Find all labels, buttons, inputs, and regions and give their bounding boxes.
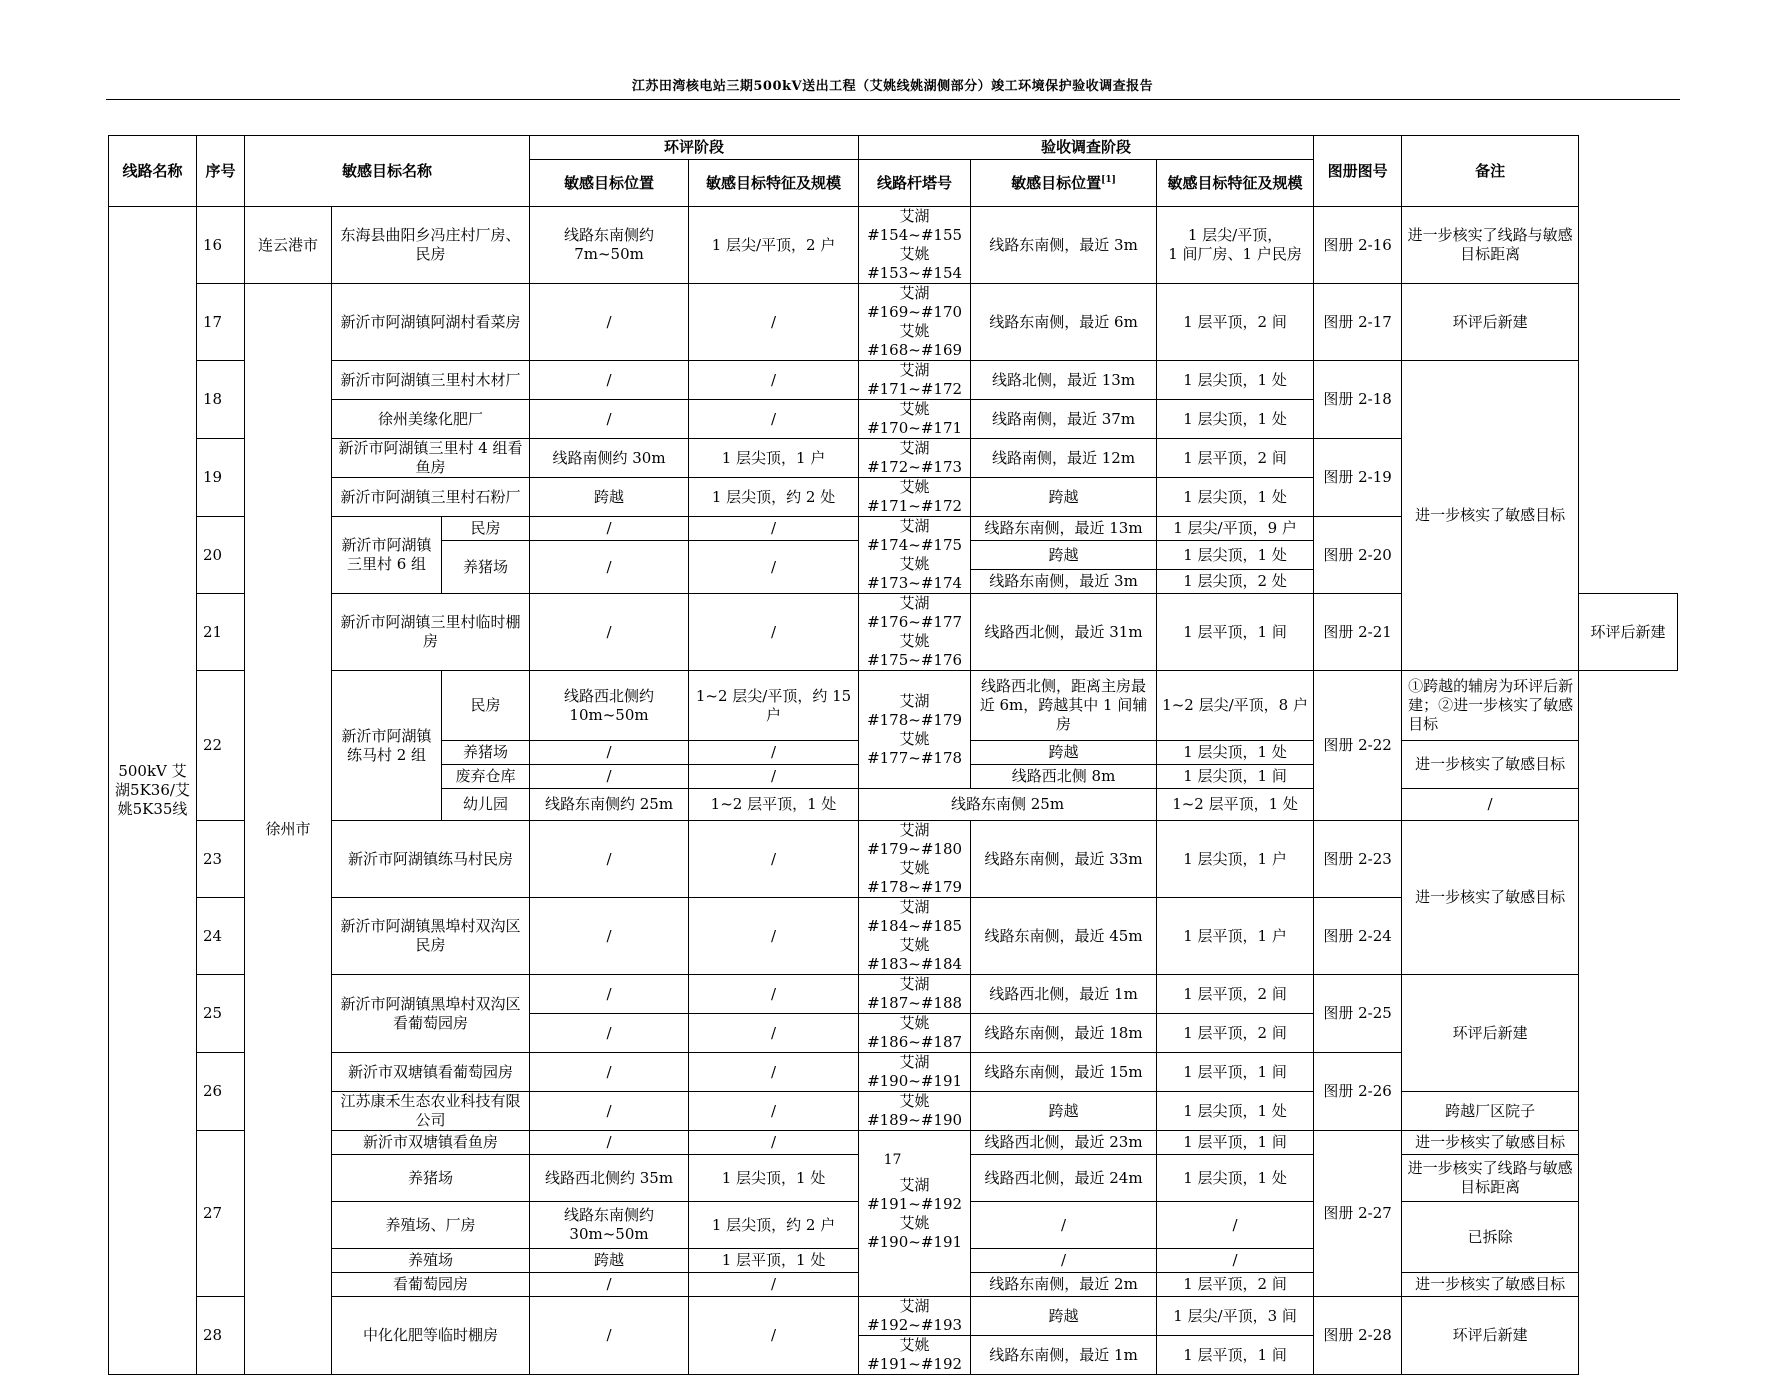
sub-target-cell: 养猪场 [442, 541, 530, 594]
acc-features-cell: 1 层尖顶，1 处 [1157, 741, 1314, 765]
remark-cell: 进一步核实了敏感目标 [1402, 1131, 1579, 1155]
acc-position-cell: 线路西北侧，最近 24m [971, 1155, 1157, 1202]
header-target-name: 敏感目标名称 [245, 136, 530, 207]
seq-cell: 22 [197, 671, 245, 821]
remark-cell: 进一步核实了线路与敏感目标距离 [1402, 1155, 1579, 1202]
eia-position-cell: / [530, 1053, 689, 1092]
seq-cell: 25 [197, 975, 245, 1053]
eia-features-cell: / [689, 284, 859, 361]
eia-features-cell: / [689, 1273, 859, 1297]
route-name-cell: 500kV 艾湖5K36/艾姚5K35线 [109, 207, 197, 1375]
page-header-title: 江苏田湾核电站三期500kV送出工程（艾姚线姚湖侧部分）竣工环境保护验收调查报告 [631, 79, 1154, 94]
acc-features-cell: 1 层平顶，1 间 [1157, 1131, 1314, 1155]
target-name-cell: 新沂市阿湖镇三里村临时棚房 [332, 594, 530, 671]
eia-features-cell: / [689, 1297, 859, 1375]
eia-position-cell: / [530, 284, 689, 361]
acc-position-cell: 线路东南侧，最近 15m [971, 1053, 1157, 1092]
eia-position-cell: / [530, 594, 689, 671]
eia-features-cell: / [689, 898, 859, 975]
acc-position-cell: 线路东南侧，最近 18m [971, 1014, 1157, 1053]
tower-cell: 艾湖#190~#191 [859, 1053, 971, 1092]
city-cell: 徐州市 [245, 284, 332, 1375]
eia-features-cell: 1~2 层平顶，1 处 [689, 789, 859, 821]
acc-features-cell: 1 层平顶，1 间 [1157, 594, 1314, 671]
remark-cell: 进一步核实了线路与敏感目标距离 [1402, 207, 1579, 284]
acc-features-cell: 1 层平顶，2 间 [1157, 1273, 1314, 1297]
acc-position-cell: 线路东南侧，最近 45m [971, 898, 1157, 975]
remark-cell: 环评后新建 [1402, 284, 1579, 361]
figure-cell: 图册 2-21 [1314, 594, 1402, 671]
target-name-cell: 中化化肥等临时棚房 [332, 1297, 530, 1375]
eia-position-cell: / [530, 898, 689, 975]
tower-cell: 艾姚#189~#190 [859, 1092, 971, 1131]
figure-cell: 图册 2-22 [1314, 671, 1402, 821]
seq-cell: 23 [197, 821, 245, 898]
acc-features-cell: 1~2 层平顶，1 处 [1157, 789, 1314, 821]
acc-position-cell: 线路东南侧，最近 6m [971, 284, 1157, 361]
acc-position-cell: 线路西北侧 8m [971, 765, 1157, 789]
seq-cell: 20 [197, 517, 245, 594]
sensitive-targets-table-container [108, 135, 1678, 1375]
tower-cell: 艾姚#171~#172 [859, 478, 971, 517]
table-row [109, 975, 1678, 1014]
footnote-marker: [1] [1101, 174, 1116, 185]
eia-position-cell: 跨越 [530, 1249, 689, 1273]
acc-features-cell: 1 层尖/平顶，3 间 [1157, 1297, 1314, 1336]
table-row [109, 284, 1678, 361]
tower-cell: 艾湖#154~#155 艾姚#153~#154 [859, 207, 971, 284]
eia-position-cell: / [530, 1297, 689, 1375]
acc-features-cell: 1 层尖顶，1 处 [1157, 1155, 1314, 1202]
sub-target-cell: 民房 [442, 671, 530, 741]
acc-position-cell: 线路西北侧，距离主房最近 6m，跨越其中 1 间辅房 [971, 671, 1157, 741]
acc-features-cell: 1 层平顶，2 间 [1157, 284, 1314, 361]
eia-position-cell: / [530, 1014, 689, 1053]
eia-position-cell: 跨越 [530, 478, 689, 517]
eia-features-cell: / [689, 541, 859, 594]
acc-features-cell: 1 层尖顶，1 处 [1157, 400, 1314, 439]
acc-features-cell: 1 层尖顶，1 间 [1157, 765, 1314, 789]
tower-cell: 艾湖#178~#179 艾姚#177~#178 [859, 671, 971, 789]
sub-target-cell: 幼儿园 [442, 789, 530, 821]
remark-cell: ①跨越的辅房为环评后新建；②进一步核实了敏感目标 [1402, 671, 1579, 741]
eia-position-cell: / [530, 975, 689, 1014]
acc-features-cell: / [1157, 1249, 1314, 1273]
acc-features-cell: 1~2 层尖/平顶，8 户 [1157, 671, 1314, 741]
acc-position-cell: 跨越 [971, 1297, 1157, 1336]
acc-position-cell: 跨越 [971, 1092, 1157, 1131]
header-acc-features: 敏感目标特征及规模 [1157, 160, 1314, 207]
seq-cell: 28 [197, 1297, 245, 1375]
table-row [109, 1297, 1678, 1336]
remark-cell: 进一步核实了敏感目标 [1402, 1273, 1579, 1297]
seq-cell: 27 [197, 1131, 245, 1297]
eia-position-cell: / [530, 765, 689, 789]
acc-features-cell: 1 层尖/平顶，9 户 [1157, 517, 1314, 541]
eia-position-cell: 线路南侧约 30m [530, 439, 689, 478]
seq-cell: 26 [197, 1053, 245, 1131]
eia-position-cell: / [530, 1273, 689, 1297]
eia-position-cell: 线路东南侧约 25m [530, 789, 689, 821]
eia-features-cell: 1 层尖顶，1 处 [689, 1155, 859, 1202]
eia-position-cell: 线路西北侧约 10m~50m [530, 671, 689, 741]
eia-position-cell: / [530, 1092, 689, 1131]
target-name-cell: 养殖场、厂房 [332, 1202, 530, 1249]
remark-cell: 进一步核实了敏感目标 [1402, 741, 1579, 789]
header-eia-features: 敏感目标特征及规模 [689, 160, 859, 207]
seq-cell: 16 [197, 207, 245, 284]
acc-features-cell: 1 层尖顶，1 户 [1157, 821, 1314, 898]
acc-position-cell: 线路东南侧，最近 2m [971, 1273, 1157, 1297]
sub-target-cell: 废弃仓库 [442, 765, 530, 789]
eia-position-cell: 线路东南侧约 7m~50m [530, 207, 689, 284]
remark-cell: 已拆除 [1402, 1202, 1579, 1273]
header-acc-position-text: 敏感目标位置 [1011, 173, 1102, 192]
eia-position-cell: / [530, 361, 689, 400]
tower-cell: 艾姚#186~#187 [859, 1014, 971, 1053]
acc-features-cell: 1 层平顶，1 间 [1157, 1053, 1314, 1092]
acc-features-cell: 1 层平顶，2 间 [1157, 439, 1314, 478]
acc-position-cell: / [971, 1202, 1157, 1249]
acc-features-cell: / [1157, 1202, 1314, 1249]
sensitive-targets-table [108, 135, 1678, 1375]
acc-features-cell: 1 层尖顶，2 处 [1157, 570, 1314, 594]
target-name-cell: 新沂市阿湖镇三里村 4 组看鱼房 [332, 439, 530, 478]
target-name-cell: 新沂市双塘镇看葡萄园房 [332, 1053, 530, 1092]
eia-features-cell: / [689, 517, 859, 541]
target-name-cell: 江苏康禾生态农业科技有限公司 [332, 1092, 530, 1131]
acc-position-cell: 线路西北侧，最近 31m [971, 594, 1157, 671]
header-acceptance-stage: 验收调查阶段 [859, 136, 1314, 160]
target-name-cell: 新沂市阿湖镇练马村 2 组 [332, 671, 442, 821]
header-remarks: 备注 [1402, 136, 1579, 207]
target-name-cell: 养殖场 [332, 1249, 530, 1273]
acc-features-cell: 1 层平顶，2 间 [1157, 1014, 1314, 1053]
target-name-cell: 徐州美缘化肥厂 [332, 400, 530, 439]
eia-features-cell: / [689, 741, 859, 765]
seq-cell: 17 [197, 284, 245, 361]
remark-cell: 环评后新建 [1402, 1297, 1579, 1375]
tower-cell: 艾湖#176~#177 艾姚#175~#176 [859, 594, 971, 671]
remark-cell: 进一步核实了敏感目标 [1402, 361, 1579, 671]
acc-features-cell: 1 层尖顶，1 处 [1157, 541, 1314, 570]
target-name-cell: 新沂市阿湖镇阿湖村看菜房 [332, 284, 530, 361]
acc-position-cell: 跨越 [971, 541, 1157, 570]
seq-cell: 21 [197, 594, 245, 671]
sub-target-cell: 养猪场 [442, 741, 530, 765]
eia-position-cell: / [530, 1131, 689, 1155]
table-row [109, 207, 1678, 284]
header-acc-position [971, 160, 1157, 207]
tower-cell: 艾湖#179~#180 艾姚#178~#179 [859, 821, 971, 898]
acc-position-cell: 线路东南侧，最近 13m [971, 517, 1157, 541]
eia-features-cell: 1 层平顶，1 处 [689, 1249, 859, 1273]
tower-cell: 艾姚#170~#171 [859, 400, 971, 439]
header-eia-stage: 环评阶段 [530, 136, 859, 160]
eia-position-cell: / [530, 517, 689, 541]
acc-position-cell: 线路北侧，最近 13m [971, 361, 1157, 400]
figure-cell: 图册 2-28 [1314, 1297, 1402, 1375]
sub-target-cell: 民房 [442, 517, 530, 541]
acc-position-cell: / [971, 1249, 1157, 1273]
eia-features-cell: 1 层尖/平顶，2 户 [689, 207, 859, 284]
acc-position-cell: 线路东南侧，最近 1m [971, 1336, 1157, 1375]
eia-position-cell: 线路东南侧约 30m~50m [530, 1202, 689, 1249]
table-header-row-1 [109, 136, 1678, 160]
acc-position-cell: 线路东南侧，最近 33m [971, 821, 1157, 898]
figure-cell: 图册 2-17 [1314, 284, 1402, 361]
target-name-cell: 新沂市阿湖镇黑埠村双沟区看葡萄园房 [332, 975, 530, 1053]
acc-position-cell: 线路西北侧，最近 23m [971, 1131, 1157, 1155]
figure-cell: 图册 2-24 [1314, 898, 1402, 975]
eia-features-cell: / [689, 821, 859, 898]
acc-position-cell: 跨越 [971, 741, 1157, 765]
acc-features-cell: 1 层平顶，1 间 [1157, 1336, 1314, 1375]
acc-features-cell: 1 层尖顶，1 处 [1157, 361, 1314, 400]
eia-features-cell: 1 层尖顶，约 2 处 [689, 478, 859, 517]
acc-features-cell: 1 层平顶，2 间 [1157, 975, 1314, 1014]
table-row [109, 671, 1678, 741]
remark-cell: 环评后新建 [1402, 975, 1579, 1092]
target-name-cell: 新沂市阿湖镇三里村 6 组 [332, 517, 442, 594]
header-tower-no: 线路杆塔号 [859, 160, 971, 207]
target-name-cell: 新沂市双塘镇看鱼房 [332, 1131, 530, 1155]
seq-cell: 18 [197, 361, 245, 439]
eia-features-cell: 1 层尖顶，1 户 [689, 439, 859, 478]
acc-position-cell: 线路南侧，最近 37m [971, 400, 1157, 439]
eia-features-cell: / [689, 1092, 859, 1131]
target-name-cell: 新沂市阿湖镇练马村民房 [332, 821, 530, 898]
target-name-cell: 东海县曲阳乡冯庄村厂房、民房 [332, 207, 530, 284]
acc-features-cell: 1 层尖顶，1 处 [1157, 1092, 1314, 1131]
target-name-cell: 新沂市阿湖镇黑埠村双沟区民房 [332, 898, 530, 975]
eia-position-cell: / [530, 400, 689, 439]
eia-features-cell: / [689, 1014, 859, 1053]
target-name-cell: 养猪场 [332, 1155, 530, 1202]
figure-cell: 图册 2-20 [1314, 517, 1402, 594]
acc-position-cell: 线路东南侧 25m [859, 789, 1157, 821]
remark-cell: 环评后新建 [1579, 594, 1678, 671]
acc-position-cell: 线路西北侧，最近 1m [971, 975, 1157, 1014]
figure-cell: 图册 2-23 [1314, 821, 1402, 898]
table-row [109, 361, 1678, 400]
tower-cell: 艾湖#169~#170 艾姚#168~#169 [859, 284, 971, 361]
tower-cell: 艾湖#187~#188 [859, 975, 971, 1014]
seq-cell: 24 [197, 898, 245, 975]
eia-features-cell: 1 层尖顶，约 2 户 [689, 1202, 859, 1249]
figure-cell: 图册 2-25 [1314, 975, 1402, 1053]
acc-features-cell: 1 层尖顶，1 处 [1157, 478, 1314, 517]
tower-cell: 艾湖#174~#175 艾姚#173~#174 [859, 517, 971, 594]
tower-cell: 艾姚#191~#192 [859, 1336, 971, 1375]
remark-cell: 进一步核实了敏感目标 [1402, 821, 1579, 975]
header-figure-no: 图册图号 [1314, 136, 1402, 207]
eia-features-cell: / [689, 765, 859, 789]
acc-features-cell: 1 层平顶，1 户 [1157, 898, 1314, 975]
tower-cell: 艾湖#171~#172 [859, 361, 971, 400]
page-number: 17 [883, 1152, 902, 1168]
eia-position-cell: / [530, 541, 689, 594]
table-row [109, 1092, 1678, 1131]
figure-cell: 图册 2-16 [1314, 207, 1402, 284]
acc-position-cell: 线路南侧，最近 12m [971, 439, 1157, 478]
acc-features-cell: 1 层尖/平顶， 1 间厂房、1 户民房 [1157, 207, 1314, 284]
eia-position-cell: 线路西北侧约 35m [530, 1155, 689, 1202]
target-name-cell: 看葡萄园房 [332, 1273, 530, 1297]
eia-position-cell: / [530, 741, 689, 765]
figure-cell: 图册 2-19 [1314, 439, 1402, 517]
acc-position-cell: 跨越 [971, 478, 1157, 517]
table-row [109, 821, 1678, 898]
table-row [109, 1131, 1678, 1155]
header-eia-position: 敏感目标位置 [530, 160, 689, 207]
eia-features-cell: / [689, 400, 859, 439]
acc-position-cell: 线路东南侧，最近 3m [971, 570, 1157, 594]
figure-cell: 图册 2-26 [1314, 1053, 1402, 1131]
target-name-cell: 新沂市阿湖镇三里村木材厂 [332, 361, 530, 400]
remark-cell: 跨越厂区院子 [1402, 1092, 1579, 1131]
acc-position-cell: 线路东南侧，最近 3m [971, 207, 1157, 284]
figure-cell: 图册 2-27 [1314, 1131, 1402, 1297]
header-divider [106, 99, 1680, 100]
eia-features-cell: 1~2 层尖/平顶，约 15 户 [689, 671, 859, 741]
eia-position-cell: / [530, 821, 689, 898]
target-name-cell: 新沂市阿湖镇三里村石粉厂 [332, 478, 530, 517]
figure-cell: 图册 2-18 [1314, 361, 1402, 439]
eia-features-cell: / [689, 1053, 859, 1092]
header-route-name: 线路名称 [109, 136, 197, 207]
tower-cell: 艾湖#192~#193 [859, 1297, 971, 1336]
header-seq: 序号 [197, 136, 245, 207]
remark-cell: / [1402, 789, 1579, 821]
city-cell: 连云港市 [245, 207, 332, 284]
tower-cell: 艾湖#184~#185 艾姚#183~#184 [859, 898, 971, 975]
tower-cell: 艾湖#191~#192 艾姚#190~#191 [859, 1131, 971, 1297]
eia-features-cell: / [689, 594, 859, 671]
eia-features-cell: / [689, 1131, 859, 1155]
seq-cell: 19 [197, 439, 245, 517]
eia-features-cell: / [689, 361, 859, 400]
eia-features-cell: / [689, 975, 859, 1014]
tower-cell: 艾湖#172~#173 [859, 439, 971, 478]
